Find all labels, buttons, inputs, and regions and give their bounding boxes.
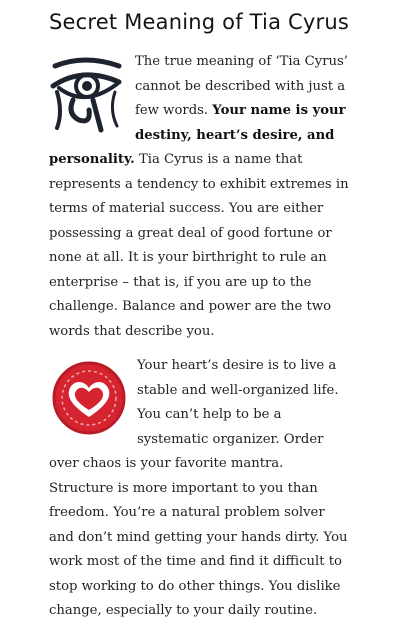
heart-icon xyxy=(49,358,129,438)
section-name-meaning-text: The true meaning of ‘Tia Cyrus’ cannot be described with just a few words. Your name is your destiny, heart’s desire, and personality. Tia Cyrus is a name that represents a tendency to exhibit extremes in terms of material success. You are either possessing a great deal of good fortune or none at all. It is your birthright to rule an enterprise – that is, if you are up to the challenge. Balance and power are the two words that describe you. xyxy=(49,54,349,339)
highlight-text: Your name is your destiny, heart’s desire, and personality. xyxy=(49,103,346,167)
eye-of-horus-icon xyxy=(49,52,125,136)
section-heart-desire xyxy=(49,354,350,624)
section-heart-desire-text: Your heart’s desire is to live a stable and well-organized life. You can’t help to be a systematic organizer. Order over chaos is your favorite mantra. Structure is more important to you than freedom. You’re a natural problem solver and don’t mind getting your hands dirty. You work most of the time and find it difficult to stop working to do other things. You dislike change, especially to your daily routine. xyxy=(49,358,348,618)
section-name-meaning xyxy=(49,50,350,344)
page-title: Secret Meaning of Tia Cyrus xyxy=(49,10,350,34)
